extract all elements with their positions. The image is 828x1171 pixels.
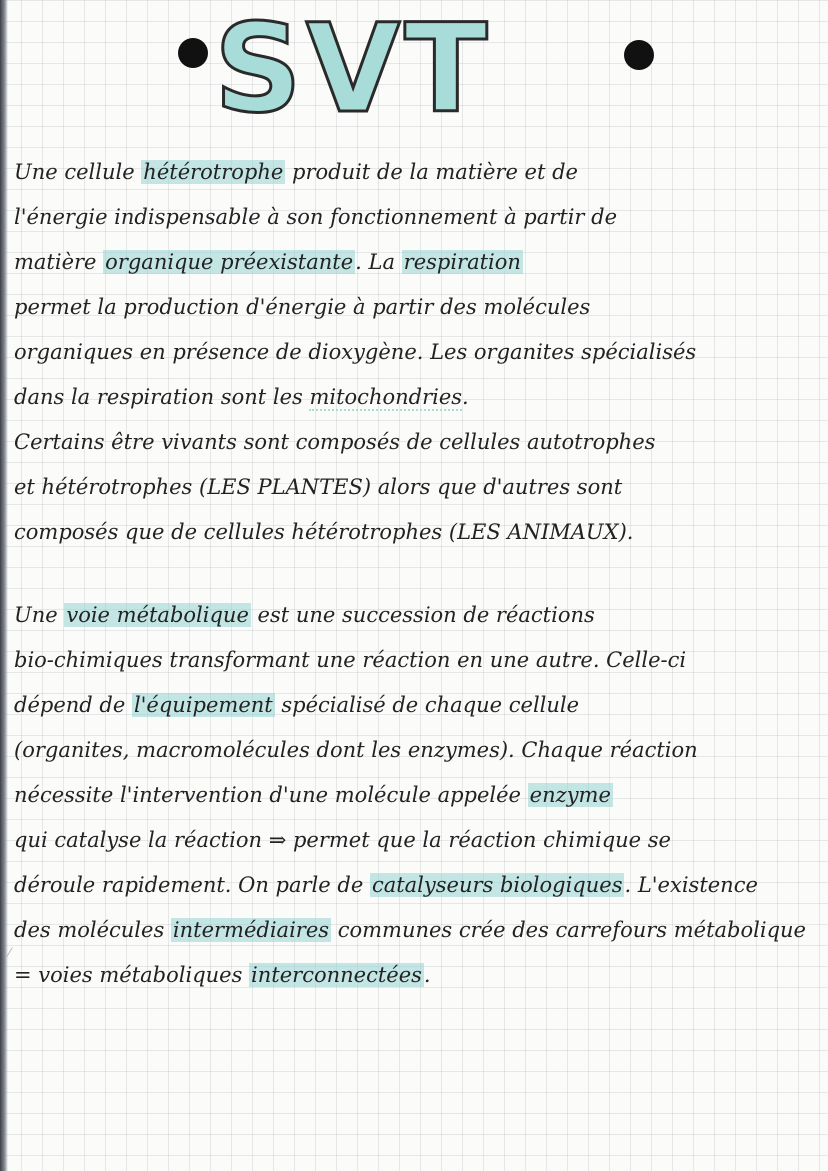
text-segment: dans la respiration sont les — [14, 385, 310, 409]
text-segment: qui catalyse la réaction ⇒ permet que la réaction chimique se — [14, 828, 671, 852]
highlighted-term: enzyme — [529, 783, 611, 807]
text-line — [14, 728, 820, 773]
notes-body — [14, 150, 820, 998]
bullet-dot-right — [624, 40, 654, 70]
text-segment: . — [423, 963, 431, 987]
paragraph-respiration — [14, 150, 820, 555]
text-segment: bio-chimiques transformant une réaction en une autre. Celle-ci — [14, 648, 687, 672]
text-segment: = voies métaboliques — [14, 963, 250, 987]
text-line — [14, 773, 820, 818]
text-segment: produit de la matière et de — [285, 160, 578, 184]
text-segment: organiques en présence de dioxygène. Les organites spécialisés — [14, 340, 697, 364]
notebook-edge — [0, 0, 11, 1171]
text-line — [14, 638, 820, 683]
paragraph-voie-metabolique — [14, 593, 820, 998]
page-title: SVT — [214, 0, 492, 140]
text-line — [14, 240, 820, 285]
text-line — [14, 465, 820, 510]
text-line — [14, 285, 820, 330]
highlighted-term: interconnectées — [251, 963, 422, 987]
highlighted-term: intermédiaires — [172, 918, 330, 942]
text-segment: spécialisé de chaque cellule — [274, 693, 580, 717]
text-segment: . — [462, 385, 469, 409]
highlighted-term: hétérotrophe — [143, 160, 284, 184]
text-segment: des molécules — [14, 918, 171, 942]
text-line — [14, 195, 820, 240]
text-segment: communes crée des carrefours métabolique — [331, 918, 806, 942]
highlighted-term: l'équipement — [133, 693, 273, 717]
text-segment: déroule rapidement. On parle de — [14, 873, 370, 897]
text-segment: . La — [355, 250, 402, 274]
text-segment: permet la production d'énergie à partir des molécules — [14, 295, 591, 319]
text-line — [14, 330, 820, 375]
text-segment: . L'existence — [624, 873, 758, 897]
text-segment: dépend de — [14, 693, 132, 717]
highlighted-term: voie métabolique — [66, 603, 249, 627]
text-segment: nécessite l'intervention d'une molécule appelée — [14, 783, 528, 807]
text-segment: Certains être vivants sont composés de cellules autotrophes — [14, 430, 656, 454]
text-segment: matière — [14, 250, 104, 274]
title-row — [0, 0, 828, 140]
text-line — [14, 683, 820, 728]
text-line — [14, 420, 820, 465]
text-line — [14, 908, 820, 953]
highlighted-term: organique préexistante — [105, 250, 354, 274]
text-line — [14, 593, 820, 638]
text-line — [14, 818, 820, 863]
bullet-dot-left — [178, 38, 208, 68]
text-segment: (organites, macromolécules dont les enzymes). Chaque réaction — [14, 738, 698, 762]
highlighted-term: catalyseurs biologiques — [371, 873, 623, 897]
underlined-term: mitochondries — [309, 385, 463, 409]
text-line — [14, 375, 820, 420]
text-line — [14, 863, 820, 908]
paragraph-gap — [14, 555, 820, 593]
text-segment: et hétérotrophes (LES PLANTES) alors que d'autres sont — [14, 475, 623, 499]
text-segment: Une cellule — [14, 160, 142, 184]
text-line — [14, 510, 820, 555]
text-segment: Une — [14, 603, 65, 627]
text-line — [14, 953, 820, 998]
text-segment: composés que de cellules hétérotrophes (LES ANIMAUX). — [14, 520, 634, 544]
text-segment: l'énergie indispensable à son fonctionnement à partir de — [14, 205, 618, 229]
text-segment: est une succession de réactions — [250, 603, 595, 627]
margin-tick: ⁄ — [8, 946, 11, 962]
highlighted-term: respiration — [403, 250, 521, 274]
text-line — [14, 150, 820, 195]
